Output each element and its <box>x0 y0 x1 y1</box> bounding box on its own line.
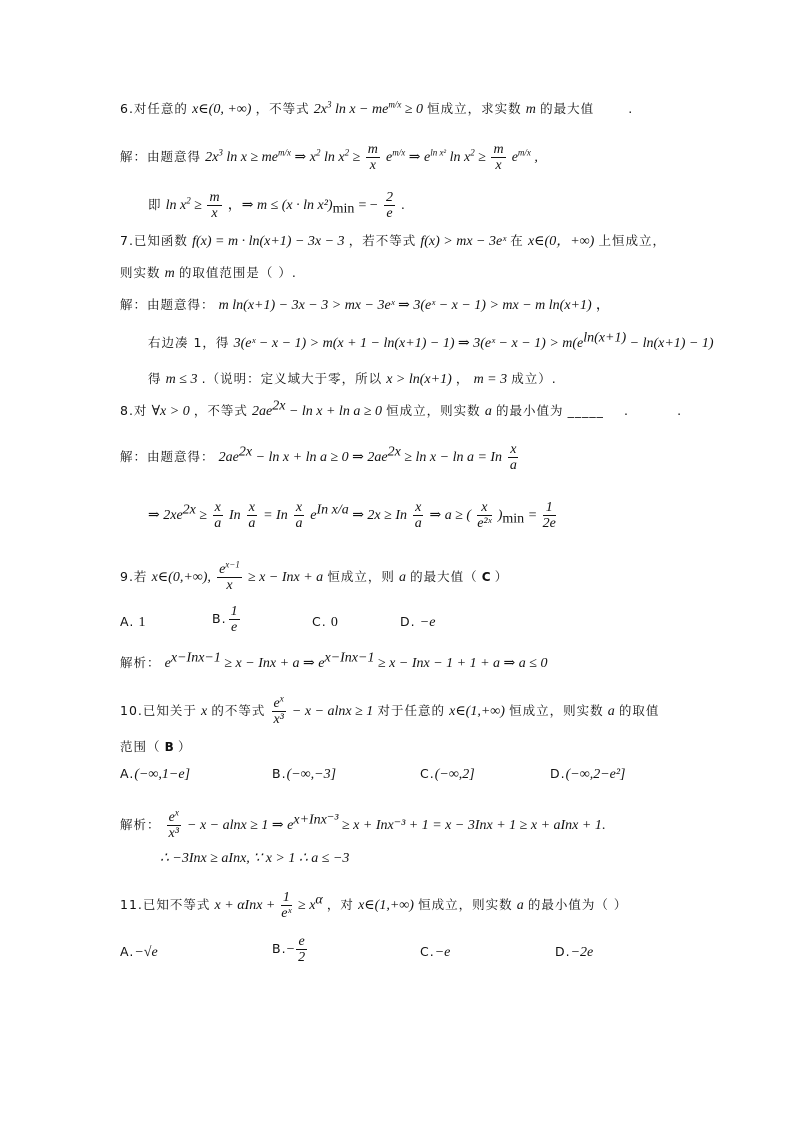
q6-solution-line2: 即 $\ln x^2$ ≥ $\frac{m}{x}$ ，⇒ $m \le (x \cdot \ln x^2)_{min}$ = − $\frac{2}{e}$ . <box>148 190 405 221</box>
q9-option-a[interactable]: A. 1 <box>120 614 146 630</box>
q9-option-d[interactable]: D. −e <box>400 614 436 630</box>
q6-inequality: $2x^3$ $\ln x - me^{m/x} \ge 0$ <box>313 99 423 117</box>
q7-prompt-line2: 则实数 m 的取值范围是（ ）. <box>120 265 297 281</box>
q7-solution-line3: 得 m ≤ 3 .（说明：定义域大于零，所以 x > ln(x+1) ， m = 3 成立）. <box>148 371 557 387</box>
q8-prompt: 8.对 ∀x > 0 ，不等式 $2ae^{2x} - \ln x + \ln a \ge 0$ 恒成立，则实数 a 的最小值为 _____ . . <box>120 398 683 419</box>
q9-option-c[interactable]: C. 0 <box>312 614 338 630</box>
q9-option-b[interactable]: B. $\frac{1}{e}$ <box>212 604 238 635</box>
q10-option-b[interactable]: B.(−∞,−3] <box>272 766 337 782</box>
q10-prompt-line1: 10.已知关于 x 的不等式 $\frac{e^x}{\text{x³}}$ − x − alnx ≥ 1 对于任意的 x∈(1,+∞) 恒成立，则实数 a 的取值 <box>120 693 660 727</box>
q10-option-d[interactable]: D.(−∞,2−e²] <box>550 766 626 782</box>
q11-prompt: 11.已知不等式 x + αInx + $\frac{1}{\text{eˣ}}$ ≥ $x^\alpha$ ，对 x∈(1,+∞) 恒成立，则实数 a 的最小值为（ ） <box>120 890 628 921</box>
q8-solution-line2: ⇒ $2xe^{2x}$ ≥ $\frac{x}{a}$ In $\frac{x}{a}$ = In $\frac{x}{a}$ $e^{In x/a}$ ⇒ 2x ≥ In $\frac{x}{a}$ ⇒ a ≥ ( $\frac{x}{\text{e²ˣ}}$ )$_{min}$ = $\frac{1}{2e}$ <box>148 500 556 531</box>
q11-option-a[interactable]: A.−√e <box>120 944 158 960</box>
q7-solution-line2: 右边凑 1，得 3(eˣ − x − 1) > m(x + 1 − ln(x+1) − 1) ⇒ 3(eˣ − $x - 1) > m(e^{ln(x+1)} - \ln(x+1) - 1)$ <box>148 330 714 351</box>
q9-answer: C <box>481 570 491 584</box>
q9-solution: 解析： $e^{x-Inx-1} \ge x$ − Inx + a ⇒ $e^{x-Inx-1} \ge x$ − Inx − 1 + 1 + a ⇒ a ≤ 0 <box>120 650 548 671</box>
q6-prompt: 6.对任意的 x∈(0, +∞) ，不等式 $2x^3$ $\ln x - me^{m/x} \ge 0$ 恒成立，求实数 m 的最大值 . <box>120 99 634 117</box>
q11-option-d[interactable]: D.−2e <box>555 944 594 960</box>
q8-solution-line1: 解：由题意得： $2ae^{2x} - \ln x + \ln a \ge 0$ ⇒ $2ae^{2x} \ge \ln x - \ln a = In$ $\frac{x}{a}$ <box>120 442 517 473</box>
q7-prompt-line1: 7.已知函数 f(x) = m · ln(x+1) − 3x − 3 ，若不等式 f(x) > mx − 3eˣ 在 x∈(0，+∞) 上恒成立， <box>120 233 666 249</box>
q10-solution-line1: 解析： $\frac{e^x}{\text{x³}}$ − x − alnx ≥ 1 ⇒ $e^{x+Inx^{-3}} \ge x + Inx^{-3} + 1 = x - 3Inx + 1 \ge x$ + aInx + 1. <box>120 807 606 841</box>
q10-option-c[interactable]: C.(−∞,2] <box>420 766 475 782</box>
q10-solution-line2: ∴ −3Inx ≥ aInx, ∵ x > 1 ∴ a ≤ −3 <box>160 851 350 866</box>
q6-solution-line1: 解：由题意得 $2x^3$ $\ln x \ge me^{m/x}$ ⇒ $x^2$ $\ln x^2$ ≥ $\frac{m}{x}$ $e^{m/x}$ ⇒ $e^{ln x^2}$ $\ln x^2$ ≥ $\frac{m}{x}$ $e^{m/x}$ , <box>120 142 538 173</box>
q7-solution-line1: 解：由题意得： m ln(x+1) − 3x − 3 > mx − 3eˣ ⇒ 3(eˣ − x − 1) > mx − m ln(x+1) ， <box>120 297 610 313</box>
q9-prompt: 9.若 x∈(0,+∞), $\frac{e^{x-1}}{x}$ ≥ x − Inx + a 恒成立，则 a 的最大值（ C ） <box>120 559 509 593</box>
q11-option-b[interactable]: B.− $\frac{e}{2}$ <box>272 934 306 965</box>
q11-option-c[interactable]: C.−e <box>420 944 451 960</box>
q10-prompt-line2: 范围（ B ） <box>120 739 192 754</box>
q10-answer: B <box>164 740 174 754</box>
q10-option-a[interactable]: A.(−∞,1−e] <box>120 766 191 782</box>
